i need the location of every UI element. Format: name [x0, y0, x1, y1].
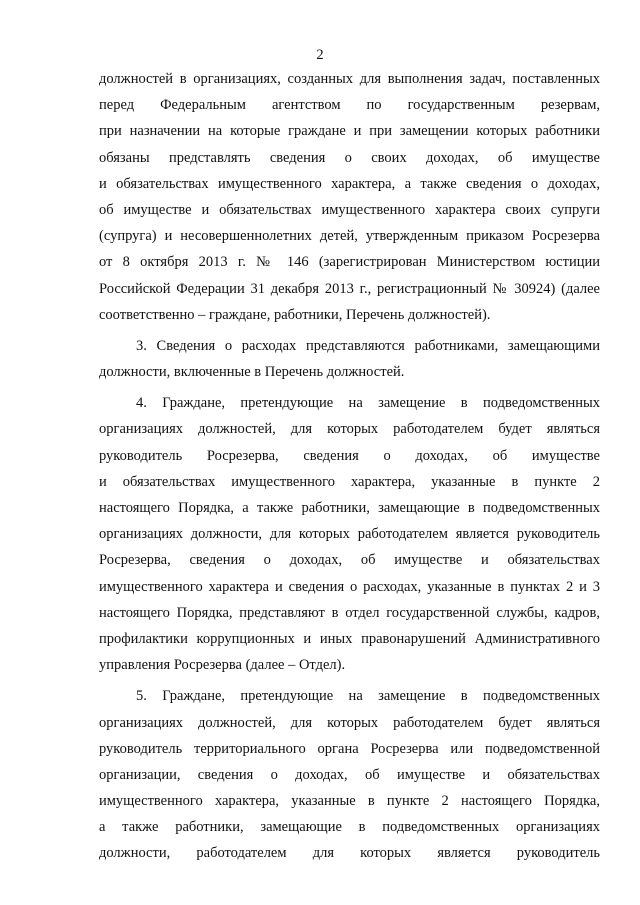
text-line: организациях должностей, для которых работодателем будет являться — [99, 421, 600, 438]
text-line: а также работники, замещающие в подведомственных организациях — [99, 819, 600, 836]
text-line: организациях должности, для которых работодателем является руководитель — [99, 526, 600, 543]
text-line: Российской Федерации 31 декабря 2013 г., регистрационный № 30924) (далее — [99, 280, 600, 297]
text-line: 5. Граждане, претендующие на замещение в подведомственных — [136, 688, 600, 705]
text-line: (супруга) и несовершеннолетних детей, утвержденным приказом Росрезерва — [99, 228, 600, 245]
text-line: организациях должностей, для которых работодателем будет являться — [99, 714, 600, 731]
document-body — [99, 66, 600, 867]
text-line: управления Росрезерва (далее – Отдел). — [99, 657, 346, 674]
text-line: настоящего Порядка, а также работники, замещающие в подведомственных — [99, 500, 600, 516]
text-line: должностей в организациях, созданных для выполнения задач, поставленных — [99, 71, 600, 87]
text-line: руководитель Росрезерва, сведения о доходах, об имуществе — [99, 447, 600, 464]
text-line: должности, работодателем для которых является руководитель — [99, 845, 600, 862]
paragraph — [99, 390, 600, 678]
text-line: профилактики коррупционных и иных правонарушений Административного — [99, 630, 600, 647]
text-line: руководитель территориального органа Росрезерва или подведомственной — [99, 740, 600, 757]
text-line: 4. Граждане, претендующие на замещение в подведомственных — [136, 395, 600, 412]
text-line: организации, сведения о доходах, об имуществе и обязательствах — [99, 766, 600, 783]
paragraph — [99, 683, 600, 866]
text-line: имущественного характера и сведения о расходах, указанные в пунктах 2 и 3 — [99, 578, 600, 595]
paragraph — [99, 333, 600, 385]
text-line: перед Федеральным агентством по государственным резервам, — [99, 97, 600, 114]
text-line: Росрезерва, сведения о доходах, об имуществе и обязательствах — [99, 552, 600, 569]
text-line: об имуществе и обязательствах имущественного характера своих супруги — [99, 201, 600, 218]
text-line: и обязательствах имущественного характера, а также сведения о доходах, — [99, 175, 600, 192]
text-line: соответственно – граждане, работники, Перечень должностей). — [99, 306, 491, 323]
text-line: имущественного характера, указанные в пункте 2 настоящего Порядка, — [99, 793, 600, 810]
page-number: 2 — [316, 47, 324, 63]
text-line: должности, включенные в Перечень должностей. — [99, 364, 405, 381]
text-line: обязаны представлять сведения о своих доходах, об имуществе — [99, 149, 600, 166]
text-line: и обязательствах имущественного характера, указанные в пункте 2 — [99, 473, 600, 490]
text-line: настоящего Порядка, представляют в отдел государственной службы, кадров, — [99, 604, 600, 621]
text-line: от 8 октября 2013 г. № 146 (зарегистрирован Министерством юстиции — [99, 254, 600, 271]
text-line: при назначении на которые граждане и при замещении которых работники — [99, 123, 600, 140]
text-line: 3. Сведения о расходах представляются работниками, замещающими — [136, 337, 600, 354]
paragraph — [99, 66, 600, 328]
